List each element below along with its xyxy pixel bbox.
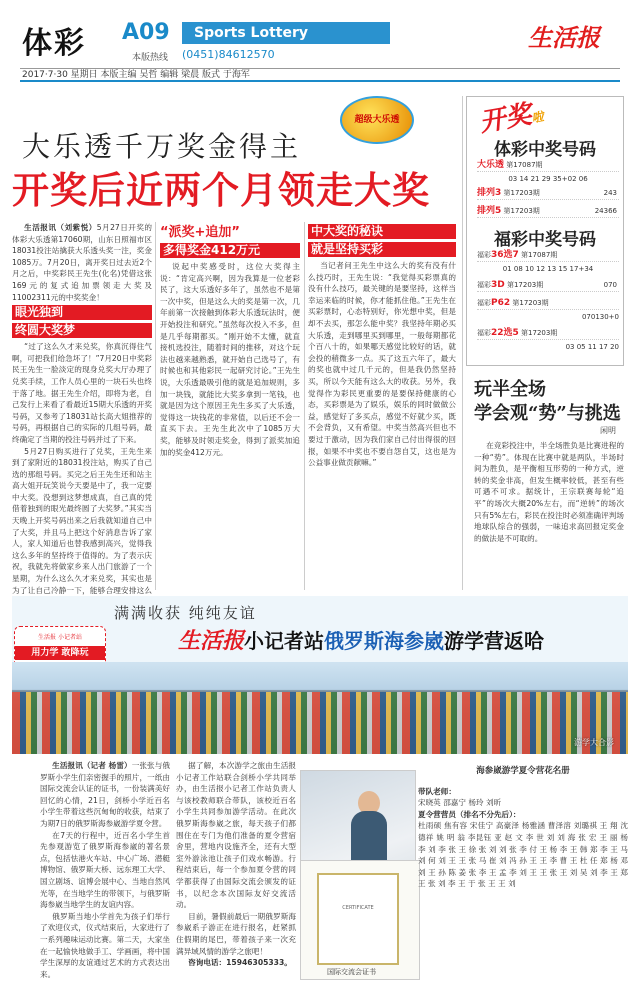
article-paragraph: “过了这么久才来兑奖，你真沉得住气啊，可把我们给急坏了！”7月20日中奖彩民王先生一脸淡定的现身兑奖大厅办理了兑奖手续，工作人员心里的一块石头也终于落了地。据王先生介绍，即将为老，自己发行上来看了看最近15期大乐透的开奖号码，又参考了18031站长高大姐推荐的号码，再根据自己的实际的几组号码，最终确定了当期的投注号码并过了下来。	[12, 342, 152, 444]
winning-number: 24366	[594, 207, 617, 215]
article-byline: 生活报讯（记者 杨雷）	[52, 761, 132, 770]
article-paragraph	[40, 760, 170, 830]
camp-title	[178, 624, 544, 655]
side-column-title-line: 玩半全场	[474, 379, 546, 400]
game-name: 22选5	[491, 328, 519, 338]
side-column-paragraph: 在竞彩投注中，半全场胜负是比赛进程的一种“势”。体现在比赛中就是两队，半场时间为胜负，是平衡相互形势的一种方式，逆转的奖金非高，但发生概率较低，甚至有些可遇不可求。据统计，王宗联赛每轮“追平”的场次大概20%左右，而“逆转”的场次只有5%左右，彩民在投注时必须准确评判场地球队综合的强弱，一味追求高回报定奖金的做法是不可取的。	[474, 441, 624, 543]
sports-lottery-tag: Sports Lottery	[182, 22, 390, 44]
issue-number: 第17203期	[503, 189, 540, 197]
article-paragraph: 当记者问王先生中这么大的奖有没有什么技巧时，王先生说：“我觉得买彩票真的没有什么技巧，最关键的是要坚持，这样当幸运来临的时候，你才能抓住他。”王先生在买彩票时，心态特别好，你光想中奖，但是却不去买，那怎么能中奖？我坚持年期必买大乐透，走到哪里买到哪里，一般每期都花个百八十的，如果哪天感觉比较好的话，就会投的稍微多一点。买了这五六年了，最大的奖也就中过几千元的，但是我仍然坚持买，所以今天能有这么大的收获。另外，我觉得作为彩民更重要的是要保持健康的心态，买彩票是为了娱乐，娱乐的同时做做公益，感觉好了多买点，感觉不好就少买，既不会背负，又有希望。中奖当然高兴但也不要过于激动，因为我们家自己付出得很的回报，如果不中奖也不要自怨自艾，这也是为公益事业做贡献嘛。”	[308, 261, 456, 468]
row-prefix: 福彩	[477, 281, 491, 289]
group-photo	[12, 662, 628, 754]
hotline-value: (0451)84612570	[182, 48, 275, 61]
page-number: A09	[122, 20, 170, 45]
headline-kicker: 大乐透千万奖金得主	[22, 130, 302, 163]
bottom-article-column-2	[176, 760, 296, 980]
subhead: “派奖+追加”	[160, 225, 240, 240]
sports-lottery-title: 体彩中奖号码	[494, 140, 596, 160]
column-divider	[304, 222, 305, 590]
prize-banner-text: 开奖	[477, 99, 534, 139]
winning-number: 243	[603, 189, 617, 197]
article-column-1	[12, 222, 152, 595]
lotto-ball-icon: 超级大乐透	[340, 96, 414, 144]
row-prefix: 福彩	[477, 251, 491, 259]
roster-label: 夏令营营员（排名不分先后）：	[418, 809, 521, 819]
issue-number: 第17087期	[506, 161, 543, 169]
subhead: 终圆大奖梦	[12, 323, 152, 338]
article-text: 5月27日开奖的体彩大乐透第17060期，山东日照福市区18031投注站擒获大乐透头奖一注，奖金1085万。7月20日，离开奖日过去近2个月之后，中奖彩民王先生(化名)凭借这张169元的复式追加票领走大奖及 11002311元的中奖奖金！	[12, 223, 152, 302]
issue-number: 第17203期	[503, 207, 540, 215]
page-hotline-label: 本版热线	[132, 53, 169, 63]
winning-number: 070	[603, 281, 617, 289]
camp-slogan: 满满收获 纯纯友谊	[114, 604, 257, 622]
camp-title-text: 小记者站	[244, 629, 325, 653]
side-column-title	[474, 378, 621, 426]
issue-number: 第17203期	[521, 329, 558, 337]
game-name: P62	[491, 298, 511, 308]
column-divider	[155, 222, 156, 590]
camp-title-highlight: 俄罗斯海参崴	[324, 629, 445, 653]
winning-number: 01 08 10 12 13 15 17+34	[502, 265, 594, 273]
row-prefix: 福彩	[477, 329, 491, 337]
welfare-lottery-title: 福彩中奖号码	[494, 230, 596, 250]
article-paragraph: 据了解，本次游学之旅由生活报小记者工作站联合剑桥小学共同举办，由生活报小记者工作站负责人与该校教师联合带队，该校近百名小学生共同参加游学活动。在此次俄罗斯海参崴之旅，每天孩子们都围住在专门为他们准备的夏令营宿舍里，营地内设施齐全，还有大型室外游泳池让孩子们戏水畅游。行程结束后，每一个参加夏令营的同学都获得了由国际交流会颁发的证书，以纪念本次国际友好交流活动。	[176, 761, 296, 910]
prize-row	[477, 205, 619, 218]
row-prefix: 福彩	[477, 299, 491, 307]
page-header	[0, 0, 640, 90]
article-text: 一张张与俄罗斯小学生们亲密握手的照片，一纸由国际交流会认证的证书，一份装满美好回忆的心情，21日，剑桥小学近百名小学生带着这些沉甸甸的收获，结束了为期7日的俄罗斯海参崴游学夏令营。	[40, 761, 170, 828]
subhead: 多得奖金412万元	[160, 243, 300, 258]
prize-row	[477, 187, 619, 200]
certificate-photo	[300, 860, 420, 980]
side-column-author: 闲明	[600, 426, 616, 435]
camp-title-tail: 游学营返哈	[444, 629, 545, 653]
subhead: 就是坚持买彩	[308, 242, 456, 257]
subhead: 眼光独到	[12, 305, 152, 320]
prize-row	[477, 279, 619, 292]
article-byline: 生活报讯（刘紫悦）	[24, 223, 97, 232]
side-column-body	[474, 440, 624, 588]
roster-names: 杜雨硕 焦有容 宋佳宁 高豪泽 杨雅涵 曹泽溶 刘璐祺 王 翔 沈德祥 姚 明 翁 李昆钰 亚 赵 文 李 世 刘 刘 海 张 宏 王 丽 杨 李 刘 李 张 王 徐 张 刘 刘 张 李 付 王 杨 李 王 韩 郑 李 王 马 刘 何 刘 王 王 张 马 崔 刘 冯 孙 王 王 李 曹 王 杜 任 郑 杨 邓 刘 王 孙 陈 姜 张 李 王 孟 李 刘 王 王 张 王 刘 吴 刘 李 王 郑 王 张 刘 李 王 于 张 王 王 刘	[418, 821, 628, 889]
prize-row	[477, 159, 619, 172]
winning-numbers-box	[466, 96, 624, 366]
camp-roster	[418, 766, 628, 986]
article-paragraph: 在7天的行程中，近百名小学生首先参观游览了俄罗斯海参崴的著名景点，包括怯港火车站、中心广场、潜艇博物馆、俄罗斯大桥、远东理工大学、国立剧场、谊博会展中心、当地自然风光等，在当地学生的带领下，与俄罗斯海参崴当地学生的友谊内容。	[40, 830, 170, 910]
subhead: 中大奖的秘诀	[308, 224, 456, 239]
prize-row	[477, 297, 619, 310]
prize-row	[477, 249, 619, 262]
winning-number: 03 05 11 17 20	[565, 343, 619, 351]
issue-number: 第17203期	[512, 299, 549, 307]
game-name: 大乐透	[477, 160, 505, 170]
article-paragraph: 5月27日购买进行了兑奖，王先生来到了家附近的18031投注站，购买了自己选的那组号码。买完之后王先生还和站主高大姐开玩笑说今天要是中了，我一定要中大奖。没想到这梦想成真，自己真的凭借着独到的眼光最终圆了大奖梦。”其实当天晚上开奖号码出来之后我就知道自己中了大奖，并且马上把这个好消息告诉了家人，家人知道后也替我感到高兴，觉得我这么多年的坚持终于值得的。为了表示庆祝，我就先将做家乡来人出门旅游了一个星期，为什么这么久才来兑奖，其实也是为了让自己冷静一下，能够合理安排这么	[12, 446, 152, 595]
game-name: 3D	[491, 280, 505, 290]
hotline-number	[182, 48, 275, 61]
prize-banner	[476, 92, 545, 140]
badge-top: 生活报 小记者站	[38, 634, 82, 641]
section-title: 体彩	[22, 26, 86, 61]
dateline: 2017·7·30 星期日 本版主编 吴哲 编辑 梁晨 版式 于海军	[20, 68, 620, 82]
article-paragraph: 俄罗斯当地小学首先为孩子们举行了欢迎仪式，仪式结束后，大家进行了一系列趣味运动比赛。第二天，大家坐在一起愉快地做手工、学画画，将中国学生深厚的友谊通过艺术的方式表达出来。	[40, 911, 170, 979]
game-name: 排列3	[477, 188, 502, 198]
photo-caption: 游学大合影	[574, 738, 614, 747]
newspaper-logo: 生活报	[528, 23, 600, 52]
roster-label: 带队老师：	[418, 786, 456, 796]
issue-number: 第17087期	[521, 251, 558, 259]
certificate-text: CERTIFICATE	[342, 905, 374, 911]
certificate-frame	[317, 873, 399, 965]
side-column-title-line: 学会观“势”与挑选	[474, 403, 621, 424]
headline: 开奖后近两个月领走大奖	[12, 169, 430, 212]
badge-title: 用力学 敢降玩	[15, 646, 105, 660]
article-column-3	[308, 222, 456, 590]
article-paragraph: 说起中奖感受时，这位大奖得主说：“肯定高兴啊，因为我算是一位老彩民了，这大乐透好多年了，虽然也不是第一次中奖，但是这么大的奖是第一次，几年前第一次接触到体彩大乐透玩法时，便开始投注和研究。”虽然每次投入不多，但是几乎每期都买。“刚开始不太懂，就直接机选投注，随着时间的推移，对这个玩法也越来越熟悉，就开始自己选号了，有时候也和其他彩民一起研究讨论。”王先生说，大乐透最吸引他的就是追加规则，多加一块钱，就能比大奖多拿到一笔钱，也就是因为这个原因王先生多买了大乐透，觉得这一块钱花的非常值，以后还不会一直买下去。王先生此次中了1085万大奖，能够及时领走奖金，得到了派奖加追加的奖金412万元。	[160, 262, 300, 457]
prize-banner-suffix: 啦	[530, 109, 545, 126]
issue-number: 第17203期	[506, 281, 544, 289]
column-divider	[462, 96, 463, 590]
winning-number: 070130+0	[581, 313, 619, 321]
article-paragraph: 目前，暑假前最后一期俄罗斯海参崴系子游正在进行报名，赶紧抓住假期的尾巴，带着孩子来一次充满异域风情的游学之旅吧！	[176, 911, 296, 956]
game-name: 36选7	[491, 250, 519, 260]
article-paragraph	[12, 222, 152, 303]
game-name: 排列5	[477, 206, 502, 216]
winning-number: 03 14 21 29 35+02 06	[508, 175, 588, 183]
camp-brand: 生活报	[178, 628, 245, 654]
contact-line: 咨询电话：15946305333。	[188, 958, 292, 968]
prize-row	[477, 327, 619, 340]
roster-title: 海参崴游学夏令营花名册	[476, 766, 570, 776]
roster-teachers: 宋晓英 邵嘉宁 杨玲 刘昕	[418, 798, 502, 808]
bottom-article-column-1	[40, 760, 170, 980]
group-photo-people	[12, 692, 628, 754]
article-column-2	[160, 222, 300, 590]
photo-caption: 国际交流会证书	[327, 968, 376, 976]
